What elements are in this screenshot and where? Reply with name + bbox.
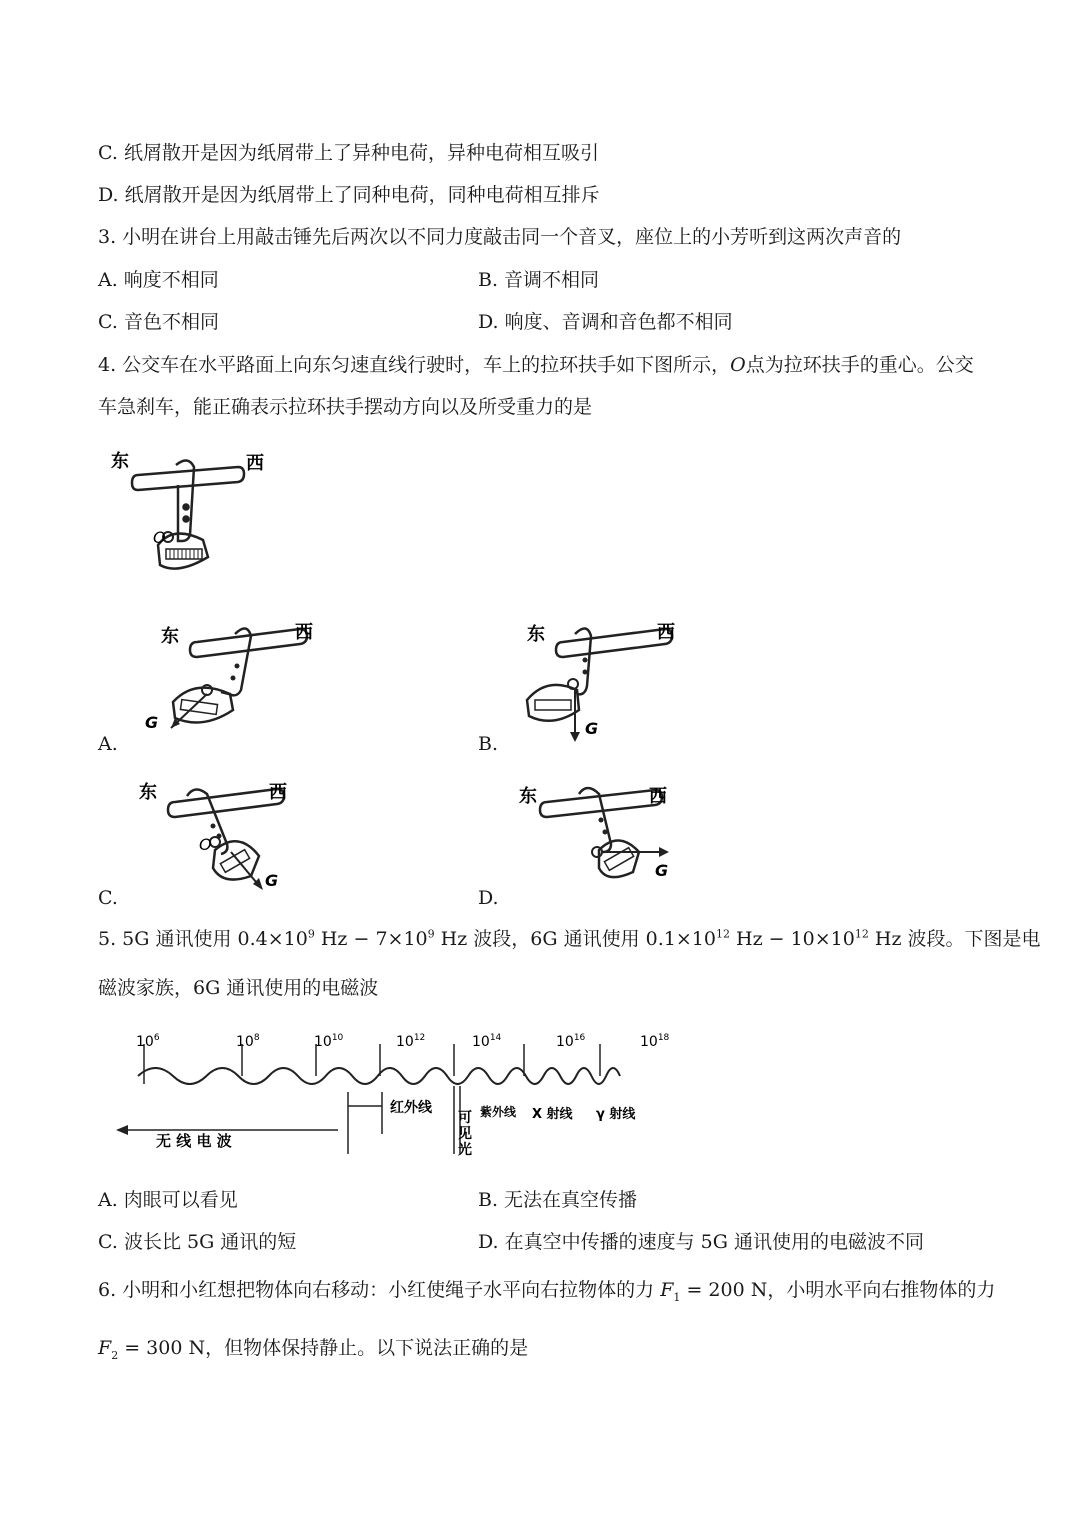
- handle-figure-main: [108, 445, 298, 585]
- q4-option-a-label: A.: [98, 733, 118, 755]
- q5-option-a: A. 肉眼可以看见: [98, 1189, 238, 1211]
- q5-exp-3: 12: [715, 927, 730, 941]
- handle-figure-b: [515, 612, 705, 747]
- q5-text-3: Hz 波段，6G 通讯使用 0.1×10: [434, 928, 716, 950]
- q2-option-c: C. 纸屑散开是因为纸屑带上了异种电荷，异种电荷相互吸引: [98, 142, 599, 164]
- q4-stem-part1: 4. 公交车在水平路面上向东匀速直线行驶时，车上的拉环扶手如下图所示，: [98, 354, 731, 376]
- label-east: 东: [527, 624, 545, 645]
- q6-force-f2-sub: 2: [111, 1348, 119, 1362]
- ring-shape: [213, 841, 259, 879]
- label-gravity: G: [585, 719, 599, 738]
- label-center: O: [153, 528, 166, 547]
- tick-label: $10^{18}$: [640, 1033, 670, 1050]
- q4-option-c-label: C.: [98, 887, 118, 909]
- q6-force-f2: F: [98, 1337, 112, 1359]
- label-west: 西: [649, 786, 667, 807]
- label-gravity: G: [655, 861, 669, 880]
- center-point: [592, 847, 602, 857]
- q5-option-b: B. 无法在真空传播: [478, 1189, 638, 1211]
- q5-text-5: Hz 波段。下图是电: [868, 928, 1041, 950]
- q4-center-symbol: O: [730, 354, 746, 376]
- tick-label: $10^6$: [136, 1033, 160, 1050]
- q5-exp-1: 9: [307, 927, 315, 941]
- bar-shape: [132, 467, 244, 490]
- em-spectrum-diagram: [108, 1026, 688, 1166]
- label-center: O: [199, 835, 212, 854]
- q4-stem-line2: 车急刹车，能正确表示拉环扶手摆动方向以及所受重力的是: [98, 396, 593, 418]
- visible-label-3: 光: [458, 1142, 472, 1158]
- tick-label: $10^{12}$: [396, 1033, 426, 1050]
- label-east: 东: [139, 782, 157, 803]
- bar-shape: [168, 789, 284, 817]
- q6-stem-line1: [98, 1278, 995, 1302]
- uv-label: 紫外线: [480, 1105, 517, 1119]
- handle-figure-c: [135, 772, 325, 897]
- radio-wave-label: 无 线 电 波: [156, 1132, 232, 1150]
- q4-option-d-label: D.: [478, 887, 499, 909]
- q5-text-1: 5. 5G 通讯使用 0.4×10: [98, 928, 308, 950]
- q6-force-f1: F: [660, 1279, 674, 1301]
- label-gravity: G: [145, 713, 159, 732]
- handle-figure-a: [135, 612, 325, 737]
- tick-label: $10^{14}$: [472, 1033, 502, 1050]
- q5-text-2: Hz − 7×10: [314, 928, 428, 950]
- q4-stem-line1: [98, 353, 974, 377]
- label-east: 东: [161, 626, 179, 647]
- q3-option-c: C. 音色不相同: [98, 311, 219, 333]
- infrared-label: 红外线: [390, 1100, 432, 1116]
- tick-label: $10^{16}$: [556, 1033, 586, 1050]
- wave-line: [138, 1068, 620, 1084]
- q4-option-b-label: B.: [478, 733, 499, 755]
- q5-text-4: Hz − 10×10: [729, 928, 855, 950]
- q3-option-a: A. 响度不相同: [98, 269, 219, 291]
- tick-label: $10^8$: [236, 1033, 260, 1050]
- label-gravity: G: [265, 871, 279, 890]
- tick-markers: [144, 1044, 600, 1084]
- q5-exp-2: 9: [427, 927, 435, 941]
- ring-shape: [599, 840, 639, 877]
- label-west: 西: [246, 453, 264, 474]
- q6-force-f1-sub: 1: [673, 1290, 681, 1304]
- bar-shape: [556, 629, 672, 657]
- q5-stem-line2: 磁波家族，6G 通讯使用的电磁波: [98, 977, 379, 999]
- q3-option-d: D. 响度、音调和音色都不相同: [478, 311, 733, 333]
- q5-exp-4: 12: [854, 927, 869, 941]
- q4-stem-part2: 点为拉环扶手的重心。公交: [745, 354, 974, 376]
- label-west: 西: [269, 782, 287, 803]
- q2-option-d: D. 纸屑散开是因为纸屑带上了同种电荷，同种电荷相互排斥: [98, 184, 600, 206]
- q6-text-3: = 300 N，但物体保持静止。以下说法正确的是: [118, 1337, 529, 1359]
- q3-option-b: B. 音调不相同: [478, 269, 600, 291]
- label-west: 西: [657, 622, 675, 643]
- q6-text-2: = 200 N，小明水平向右推物体的力: [680, 1279, 996, 1301]
- label-east: 东: [519, 786, 537, 807]
- gamma-label: γ 射线: [596, 1107, 636, 1122]
- q6-text-1: 6. 小明和小红想把物体向右移动：小红使绳子水平向右拉物体的力: [98, 1279, 661, 1301]
- visible-label-1: 可: [458, 1110, 472, 1126]
- q6-stem-line2: [98, 1336, 528, 1360]
- label-west: 西: [295, 622, 313, 643]
- label-east: 东: [111, 451, 129, 472]
- q5-stem-line1: [98, 927, 1041, 951]
- handle-figure-d: [515, 772, 705, 897]
- q5-option-d: D. 在真空中传播的速度与 5G 通讯使用的电磁波不同: [478, 1231, 924, 1253]
- xray-label: X 射线: [532, 1107, 573, 1122]
- tick-label: $10^{10}$: [314, 1033, 344, 1050]
- q5-option-c: C. 波长比 5G 通讯的短: [98, 1231, 297, 1253]
- visible-label-2: 见: [458, 1126, 472, 1142]
- q3-stem: 3. 小明在讲台上用敲击锤先后两次以不同力度敲击同一个音叉，座位上的小芳听到这两次声音的: [98, 226, 902, 248]
